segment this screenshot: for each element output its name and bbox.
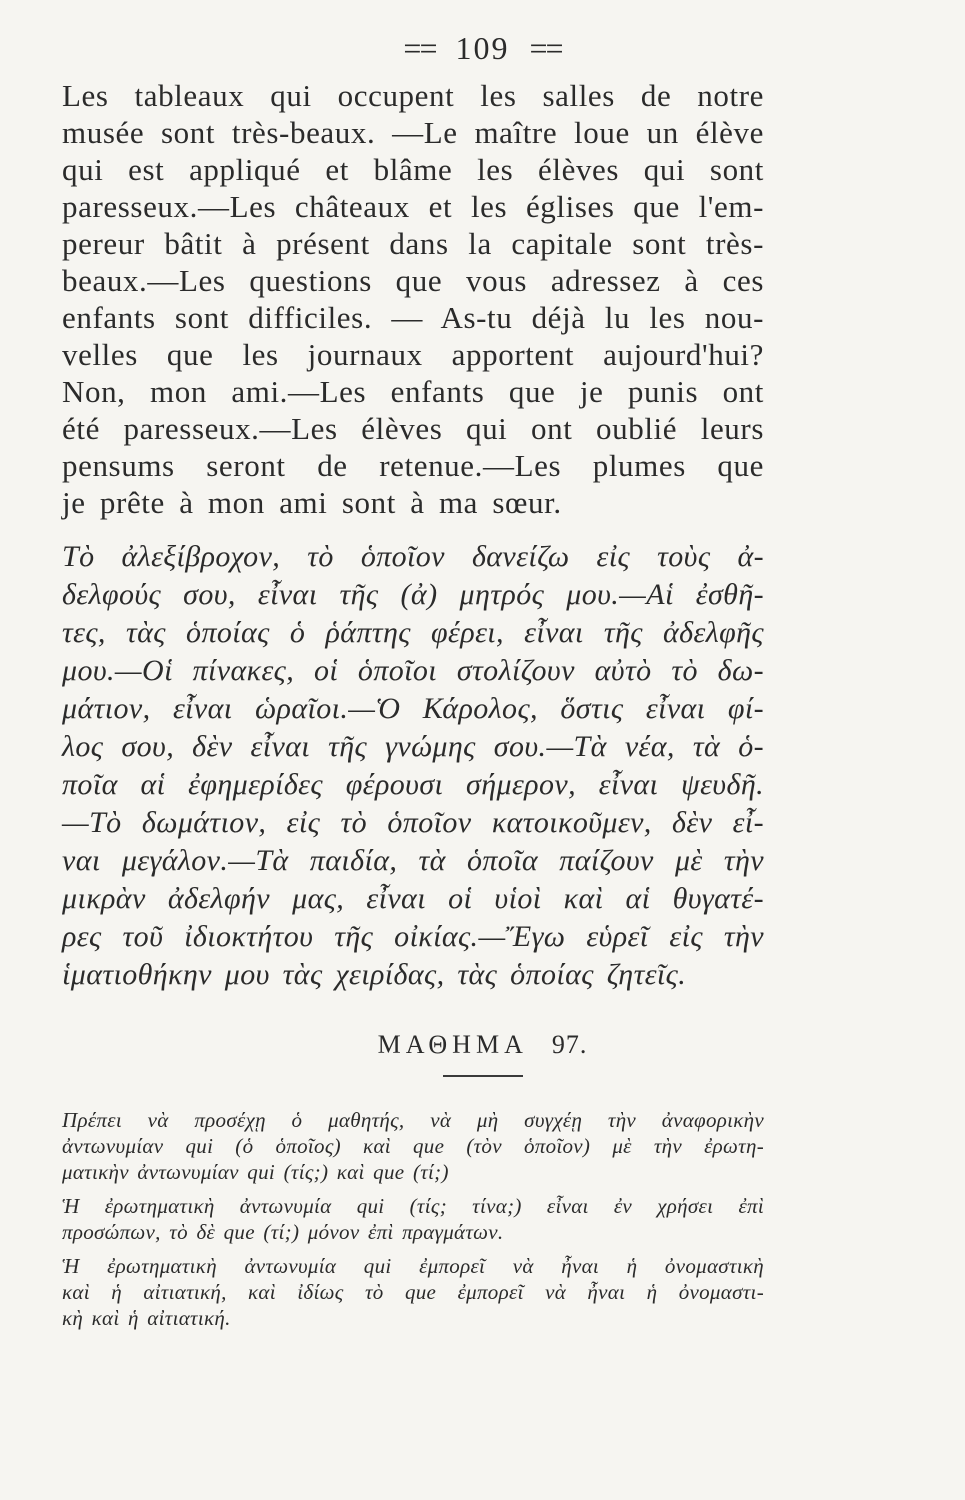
greek-line: δελφούς σου, εἶναι τῆς (ἀ) μητρός μου.—Αἱ ἐσθῆ- [62, 578, 764, 611]
header-ornament-right: == [529, 30, 562, 66]
greek-line: ναι μεγάλον.—Τὰ παιδία, τὰ ὁποῖα παίζουν μὲ τὴν [62, 844, 764, 877]
greek-line: Τὸ ἀλεξίβροχον, τὸ ὁποῖον δανείζω εἰς τοὺς ἀ- [62, 540, 764, 573]
greek-line: ρες τοῦ ἰδιοκτήτου τῆς οἰκίας.—Ἔγω εὑρεῖ εἰς τὴν [62, 920, 764, 953]
greek-line: μου.—Οἱ πίνακες, οἱ ὁποῖοι στολίζουν αὐτὸ τὸ δω- [62, 654, 764, 687]
french-line: beaux.—Les questions que vous adressez à ces [62, 263, 764, 298]
greek-line: ποῖα αἱ ἐφημερίδες φέρουσι σήμερον, εἶναι ψευδῆ. [62, 768, 764, 801]
greek-line: ἱματιοθήκην μου τὰς χειρίδας, τὰς ὁποίας ζητεῖς. [62, 958, 687, 991]
page-number: 109 [455, 30, 510, 66]
note-line: Ἡ ἐρωτηματικὴ ἀντωνυμία qui (τίς; τίνα;) εἶναι ἐν χρήσει ἐπὶ [62, 1194, 764, 1218]
greek-line: —Τὸ δωμάτιον, εἰς τὸ ὁποῖον κατοικοῦμεν, δὲν εἶ- [62, 806, 764, 839]
french-line: qui est appliqué et blâme les élèves qui sont [62, 152, 764, 187]
page-header [0, 30, 965, 67]
lesson-title: ΜΑΘΗΜΑ [377, 1030, 527, 1059]
french-line: musée sont très-beaux. —Le maître loue un élève [62, 115, 764, 150]
french-line: pensums seront de retenue.—Les plumes que [62, 448, 764, 483]
lesson-heading [0, 1030, 965, 1060]
note-line: καὶ ἡ αἰτιατική, καὶ ἰδίως τὸ que ἐμπορεῖ νὰ ἦναι ἡ ὀνομαστι- [62, 1280, 764, 1304]
greek-line: μικρὰν ἀδελφήν μας, εἶναι οἱ υἱοὶ καὶ αἱ θυγατέ- [62, 882, 764, 915]
french-line: été paresseux.—Les élèves qui ont oublié leurs [62, 411, 764, 446]
note-line: προσώπων, τὸ δὲ que (τί;) μόνον ἐπὶ πραγμάτων. [62, 1220, 504, 1244]
note-line: κὴ καὶ ἡ αἰτιατική. [62, 1306, 231, 1330]
french-line: pereur bâtit à présent dans la capitale sont très- [62, 226, 764, 261]
header-ornament-left: == [403, 30, 436, 66]
note-line: ἀντωνυμίαν qui (ὁ ὁποῖος) καὶ que (τὸν ὁποῖον) μὲ τὴν ἐρωτη- [62, 1134, 764, 1158]
french-line: paresseux.—Les châteaux et les églises que l'em- [62, 189, 764, 224]
french-line: Les tableaux qui occupent les salles de notre [62, 78, 764, 113]
lesson-divider [443, 1075, 523, 1077]
greek-line: λος σου, δὲν εἶναι τῆς γνώμης σου.—Τὰ νέα, τὰ ὁ- [62, 730, 764, 763]
french-line: velles que les journaux apportent aujourd'hui? [62, 337, 764, 372]
note-line: ματικὴν ἀντωνυμίαν qui (τίς;) καὶ que (τί;) [62, 1160, 449, 1184]
note-line: Ἡ ἐρωτηματικὴ ἀντωνυμία qui ἐμπορεῖ νὰ ἦναι ἡ ὀνομαστικὴ [62, 1254, 764, 1278]
french-line: enfants sont difficiles. — As-tu déjà lu les nou- [62, 300, 764, 335]
french-line: Non, mon ami.—Les enfants que je punis ont [62, 374, 764, 409]
greek-line: μάτιον, εἶναι ὡραῖοι.—Ὁ Κάρολος, ὅστις εἶναι φί- [62, 692, 764, 725]
french-line: je prête à mon ami sont à ma sœur. [62, 485, 562, 520]
note-line: Πρέπει νὰ προσέχῃ ὁ μαθητής, νὰ μὴ συγχέῃ τὴν ἀναφορικὴν [62, 1108, 764, 1132]
greek-line: τες, τὰς ὁποίας ὁ ῥάπτης φέρει, εἶναι τῆς ἀδελφῆς [62, 616, 764, 649]
lesson-number: 97. [551, 1030, 588, 1059]
